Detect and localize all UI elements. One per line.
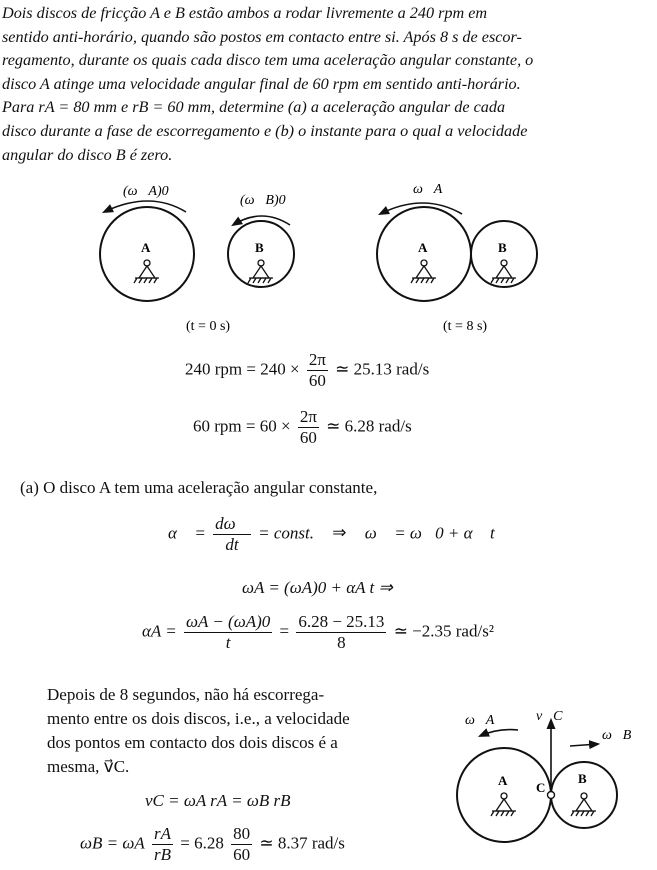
problem-line: Dois discos de fricção A e B estão ambos a rodar livremente a 240 rpm em — [2, 4, 488, 22]
omega-a0-label: (ω⃗A)0 — [123, 184, 169, 199]
disc-a-label-t8: A — [418, 240, 428, 255]
eq-alpha-a: αA = $\frac{\omega A - (\omega A)0}{t}$ = $\frac{6.28 - 25.13}{8}$ ≃ −2.35 rad/s² — [142, 612, 494, 652]
discs-figure-2 — [440, 700, 650, 870]
point-c-label: C — [536, 780, 546, 795]
conversion-eq-2: 60 rpm = 60 × $\frac{2\pi}{60}$ ≃ 6.28 rad/s — [193, 407, 412, 447]
disc-b-label-t8: B — [498, 240, 507, 255]
after-slip-text — [47, 683, 350, 779]
conversion-eq-1: 240 rpm = 240 × $\frac{2\pi}{60}$ ≃ 25.13 rad/s — [185, 350, 430, 390]
problem-line: regamento, durante os quais cada disco tem uma aceleração angular constante, o — [2, 51, 534, 70]
pin-support-a-fig2 — [491, 793, 516, 816]
caption-t0: (t = 0 s) — [186, 319, 231, 334]
problem-statement — [2, 2, 652, 167]
part-a-intro: (a) O disco A tem uma aceleração angular constante, — [20, 478, 378, 497]
problem-line: angular do disco B é zero. — [2, 145, 173, 164]
eq-omega-a: ωA = (ωA)0 + αA t ⇒ — [242, 578, 393, 597]
after-line: Depois de 8 segundos, não há escorrega- — [47, 685, 325, 704]
disc-b-label: B — [255, 240, 264, 255]
pin-support-b-t8 — [491, 260, 516, 283]
after-line: mesma, v⃗C. — [47, 757, 130, 776]
omega-b-label: ω⃗B — [602, 728, 632, 743]
omega-a-label-fig2: ω⃗A — [465, 713, 495, 728]
after-line: dos pontos em contacto dos dois discos é a — [47, 733, 338, 752]
omega-b-arrow — [570, 744, 598, 746]
omega-b0-label: (ω⃗B)0 — [240, 193, 286, 208]
disc-a-circle-fig2 — [457, 748, 551, 842]
pin-support-b-fig2 — [571, 793, 596, 816]
omega-a-label: ω⃗A — [413, 182, 443, 197]
contact-point-c — [548, 792, 555, 799]
pin-support-b — [248, 260, 273, 283]
disc-b-label-fig2: B — [578, 771, 587, 786]
pin-support-a — [134, 260, 159, 283]
eq-vc: vC = ωA rA = ωB rB — [145, 791, 291, 810]
eq-omega-b: ωB = ωA $\frac{rA}{rB}$ = 6.28 $\frac{80}{60}$ ≃ 8.37 rad/s — [80, 824, 345, 864]
discs-figure-1 — [0, 170, 657, 340]
omega-a-arrow-fig2 — [480, 730, 518, 736]
problem-line: disco A atinge uma velocidade angular final de 60 rpm em sentido anti-horário. — [2, 74, 521, 93]
after-line: mento entre os dois discos, i.e., a velocidade — [47, 709, 350, 728]
problem-line: Para rA = 80 mm e rB = 60 mm, determine (a) a aceleração angular de cada — [2, 98, 506, 117]
caption-t8: (t = 8 s) — [443, 319, 488, 334]
eq-alpha-definition: α⃗ = $\frac{d\omega⃗}{dt}$ = const. ⇒ ω⃗ = ω⃗0 + α⃗ t — [168, 514, 495, 554]
problem-line: sentido anti-horário, quando são postos em contacto entre si. Após 8 s de escor- — [2, 27, 522, 46]
pin-support-a-t8 — [411, 260, 436, 283]
omega-a-arrow — [380, 203, 462, 214]
disc-a-label-fig2: A — [498, 773, 508, 788]
vc-label: v⃗C — [536, 709, 563, 724]
problem-line: disco durante a fase de escorregamento e (b) o instante para o qual a velocidade — [2, 121, 528, 140]
disc-a-label: A — [141, 240, 151, 255]
